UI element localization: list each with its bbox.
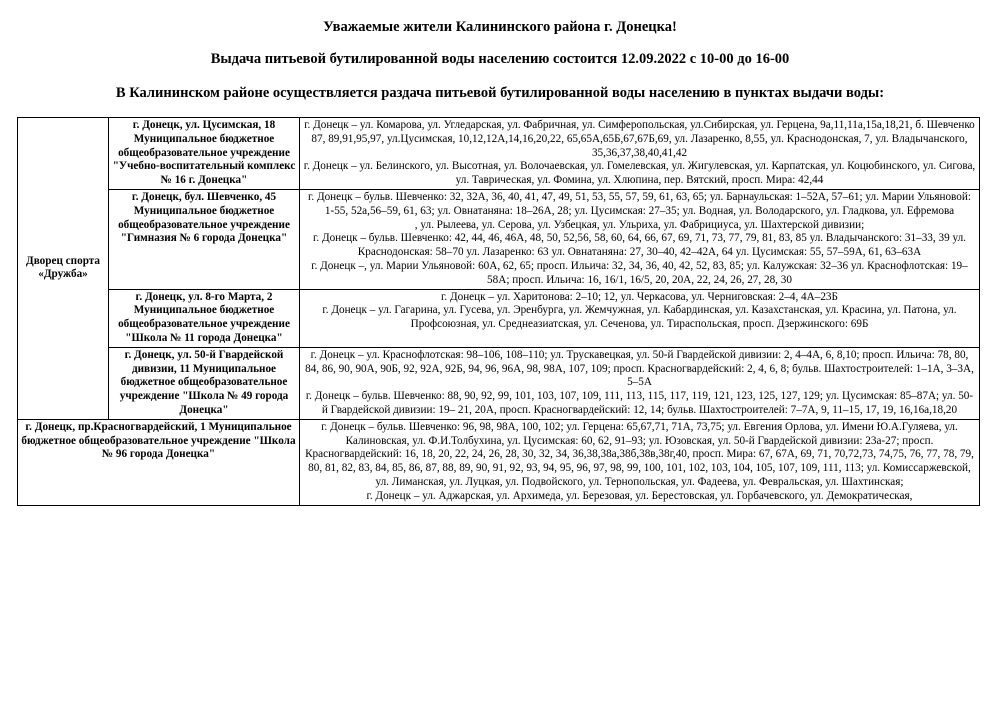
distribution-date-line: Выдача питьевой бутилированной воды населению состоится 12.09.2022 с 10-00 до 16-00 — [210, 51, 790, 67]
table-row — [18, 118, 980, 190]
address-list-cell — [300, 347, 980, 419]
table-row — [18, 419, 980, 505]
address-line: г. Донецк – ул. Краснофлотская: 98–106, 108–110; ул. Трускавецкая, ул. 50-й Гвардейской дивизии: 2, 4–4А, 6, 8,10; просп. Ильича: 78, 80, 84, 86, 90, 90А, 90Б, 92, 92А, 92Б, 94, 96, 96А, 98, 98А, 107, 109; просп. Красногвардейский: 2, 4, 6, 8; бульв. Шахтостроителей: 1–1А, 3–3А, 5–5А — [305, 348, 974, 389]
address-line: г. Донецк – бульв. Шевченко: 42, 44, 46, 46А, 48, 50, 52,56, 58, 60, 64, 66, 67, 69, 71, 73, 77, 79, 81, 83, 85 ул. Владычанского: 31–33, 39 ул. Краснодонская: 58–70 ул. Лазаренко: 63 ул. Овнатаняна: 27, 30–40, 42–42А, 64 ул. Цусимская: 55, 57–59А, 61, 63–63А — [313, 232, 966, 259]
address-list-cell — [300, 289, 980, 347]
notice-greeting: Уважаемые жители Калининского района г. Донецка! — [323, 19, 677, 35]
address-line: г. Донецк – бульв. Шевченко: 32, 32А, 36, 40, 41, 47, 49, 51, 53, 55, 57, 59, 61, 63, 65; ул. Барнаульская: 1–52А, 57–61; ул. Марии Ульяновой: 1-55, 52а,56–59, 61, 63; ул. Овнатаняна: 18–26А, 28; ул. Цусимская: 27–35; ул. Водная, ул. Володарского, ул. Гладкова, ул. Ефремова — [308, 190, 971, 217]
address-line: г. Донецк – ул. Гагарина, ул. Гусева, ул. Эренбурга, ул. Жемчужная, ул. Кабардинская, ул. Казахстанская, ул. Красина, ул. Патона, ул. Профсоюзная, ул. Среднеазиатская, ул. Сеченова, ул. Тираспольская, просп. Дзержинского: 69Б — [322, 304, 957, 331]
address-list-cell — [300, 118, 980, 190]
distribution-point-cell: г. Донецк, ул. 50-й Гвардейской дивизии, 11 Муниципальное бюджетное общеобразовательное учреждение "Школа № 49 города Донецка" — [109, 347, 300, 419]
address-line: г. Донецк – бульв. Шевченко: 88, 90, 92, 99, 101, 103, 107, 109, 111, 113, 115, 117, 119, 121, 123, 125, 127, 129; ул. Цусимская: 85–87А; ул. 50-й Гвардейской дивизии: 19– 21, 20А, просп. Красногвардейский: 12, 14; бульв. Шахтостроителей: 7–7А, 9, 11–15, 17, 19, 16,16а,18,20 — [305, 390, 974, 416]
table-row — [18, 289, 980, 347]
distribution-point-cell: г. Донецк, ул. 8-го Марта, 2 Муниципальное бюджетное общеобразовательное учреждение "Школа № 11 города Донецка" — [109, 289, 300, 347]
distribution-points-table — [17, 117, 980, 506]
distribution-point-cell: г. Донецк, бул. Шевченко, 45 Муниципальное бюджетное общеобразовательное учреждение "Гимназия № 6 города Донецка" — [109, 189, 300, 289]
address-list-cell — [300, 419, 980, 505]
address-line: г. Донецк – бульв. Шевченко: 96, 98, 98А, 100, 102; ул. Герцена: 65,67,71, 71А, 73,75; ул. Евгения Орлова, ул. Имени Ю.А.Гуляева, ул. Калиновская, ул. Ф.И.Толбухина, ул. Цусимская: 60, 62, 91–93; ул. Юзовская, ул. 50-й Гвардейской дивизии: 23а-27; просп. Красногвардейский: 16, 18, 20, 22, 24, 26, 28, 30, 32, 34, 36,38,38а,38б,38в,38г,40, просп. Мира: 67, 67А, 69, 71, 70,72,73, 74,75, 76, 77, 78, 79, 80, 81, 82, 83, 84, 85, 86, 87, 88, 89, 90, 91, 92, 93, 94, 95, 96, 97, 98, 99, 100, 101, 102, 103, 104, 105, 107, 109, 111, 113; ул. Комиссаржевской, ул. Лиманская, ул. Луцкая, ул. Подвойского, ул. Тернопольская, ул. Фадеева, ул. Февральская, ул. Шахтинская; — [305, 420, 974, 488]
address-line: , ул. Рылеева, ул. Серова, ул. Узбецкая, ул. Ульриха, ул. Фабрициуса, ул. Шахтерской дивизии; — [414, 218, 865, 231]
address-line: г. Донецк –, ул. Марии Ульяновой: 60А, 62, 65; просп. Ильича: 32, 34, 36, 40, 42, 52, 83, 85; ул. Калужская: 32–36 ул. Краснофлотская: 19–58А; просп. Ильича: 16, 16/1, 16/5, 20, 20А, 22, 24, 26, 27, 28, 30 — [311, 259, 968, 286]
distribution-points-intro: В Калининском районе осуществляется раздача питьевой бутилированной воды населению в пунктах выдачи воды: — [115, 85, 885, 101]
address-list-cell — [300, 189, 980, 289]
table-row — [18, 189, 980, 289]
distribution-point-cell: г. Донецк, ул. Цусимская, 18 Муниципальное бюджетное общеобразовательное учреждение "Учебно-воспитательный комплекс № 16 г. Донецка" — [109, 118, 300, 190]
group-label-cell: Дворец спорта «Дружба» — [18, 118, 109, 420]
table-row — [18, 347, 980, 419]
distribution-point-cell: г. Донецк, пр.Красногвардейский, 1 Муниципальное бюджетное общеобразовательное учреждение "Школа № 96 города Донецка" — [18, 419, 300, 505]
address-line: г. Донецк – ул. Харитонова: 2–10; 12, ул. Черкасова, ул. Черниговская: 2–4, 4А–23Б — [441, 290, 838, 303]
address-line: г. Донецк – ул. Аджарская, ул. Архимеда, ул. Березовая, ул. Берестовская, ул. Горбачевского, ул. Демократическая, — [366, 489, 913, 502]
address-line: г. Донецк – ул. Белинского, ул. Высотная, ул. Волочаевская, ул. Гомелевская, ул. Жигулевская, ул. Карпатская, ул. Коцюбинского, ул. Сигова, ул. Таврическая, ул. Фомина, ул. Хлюпина, пер. Вятский, просп. Мира: 42,44 — [303, 160, 976, 187]
address-line: г. Донецк – ул. Комарова, ул. Угледарская, ул. Фабричная, ул. Симферопольская, ул.Сибирская, ул. Герцена, 9а,11,11а,15а,18,21, б. Шевченко 87, 89,91,95,97, ул.Цусимская, 10,12,12А,14,16,20,22, 65,65А,65Б,67,67Б,69, ул. Лазаренко, 8,55, ул. Краснодонская, 7, ул. Владычанского, 35,36,37,38,40,41,42 — [304, 119, 975, 159]
